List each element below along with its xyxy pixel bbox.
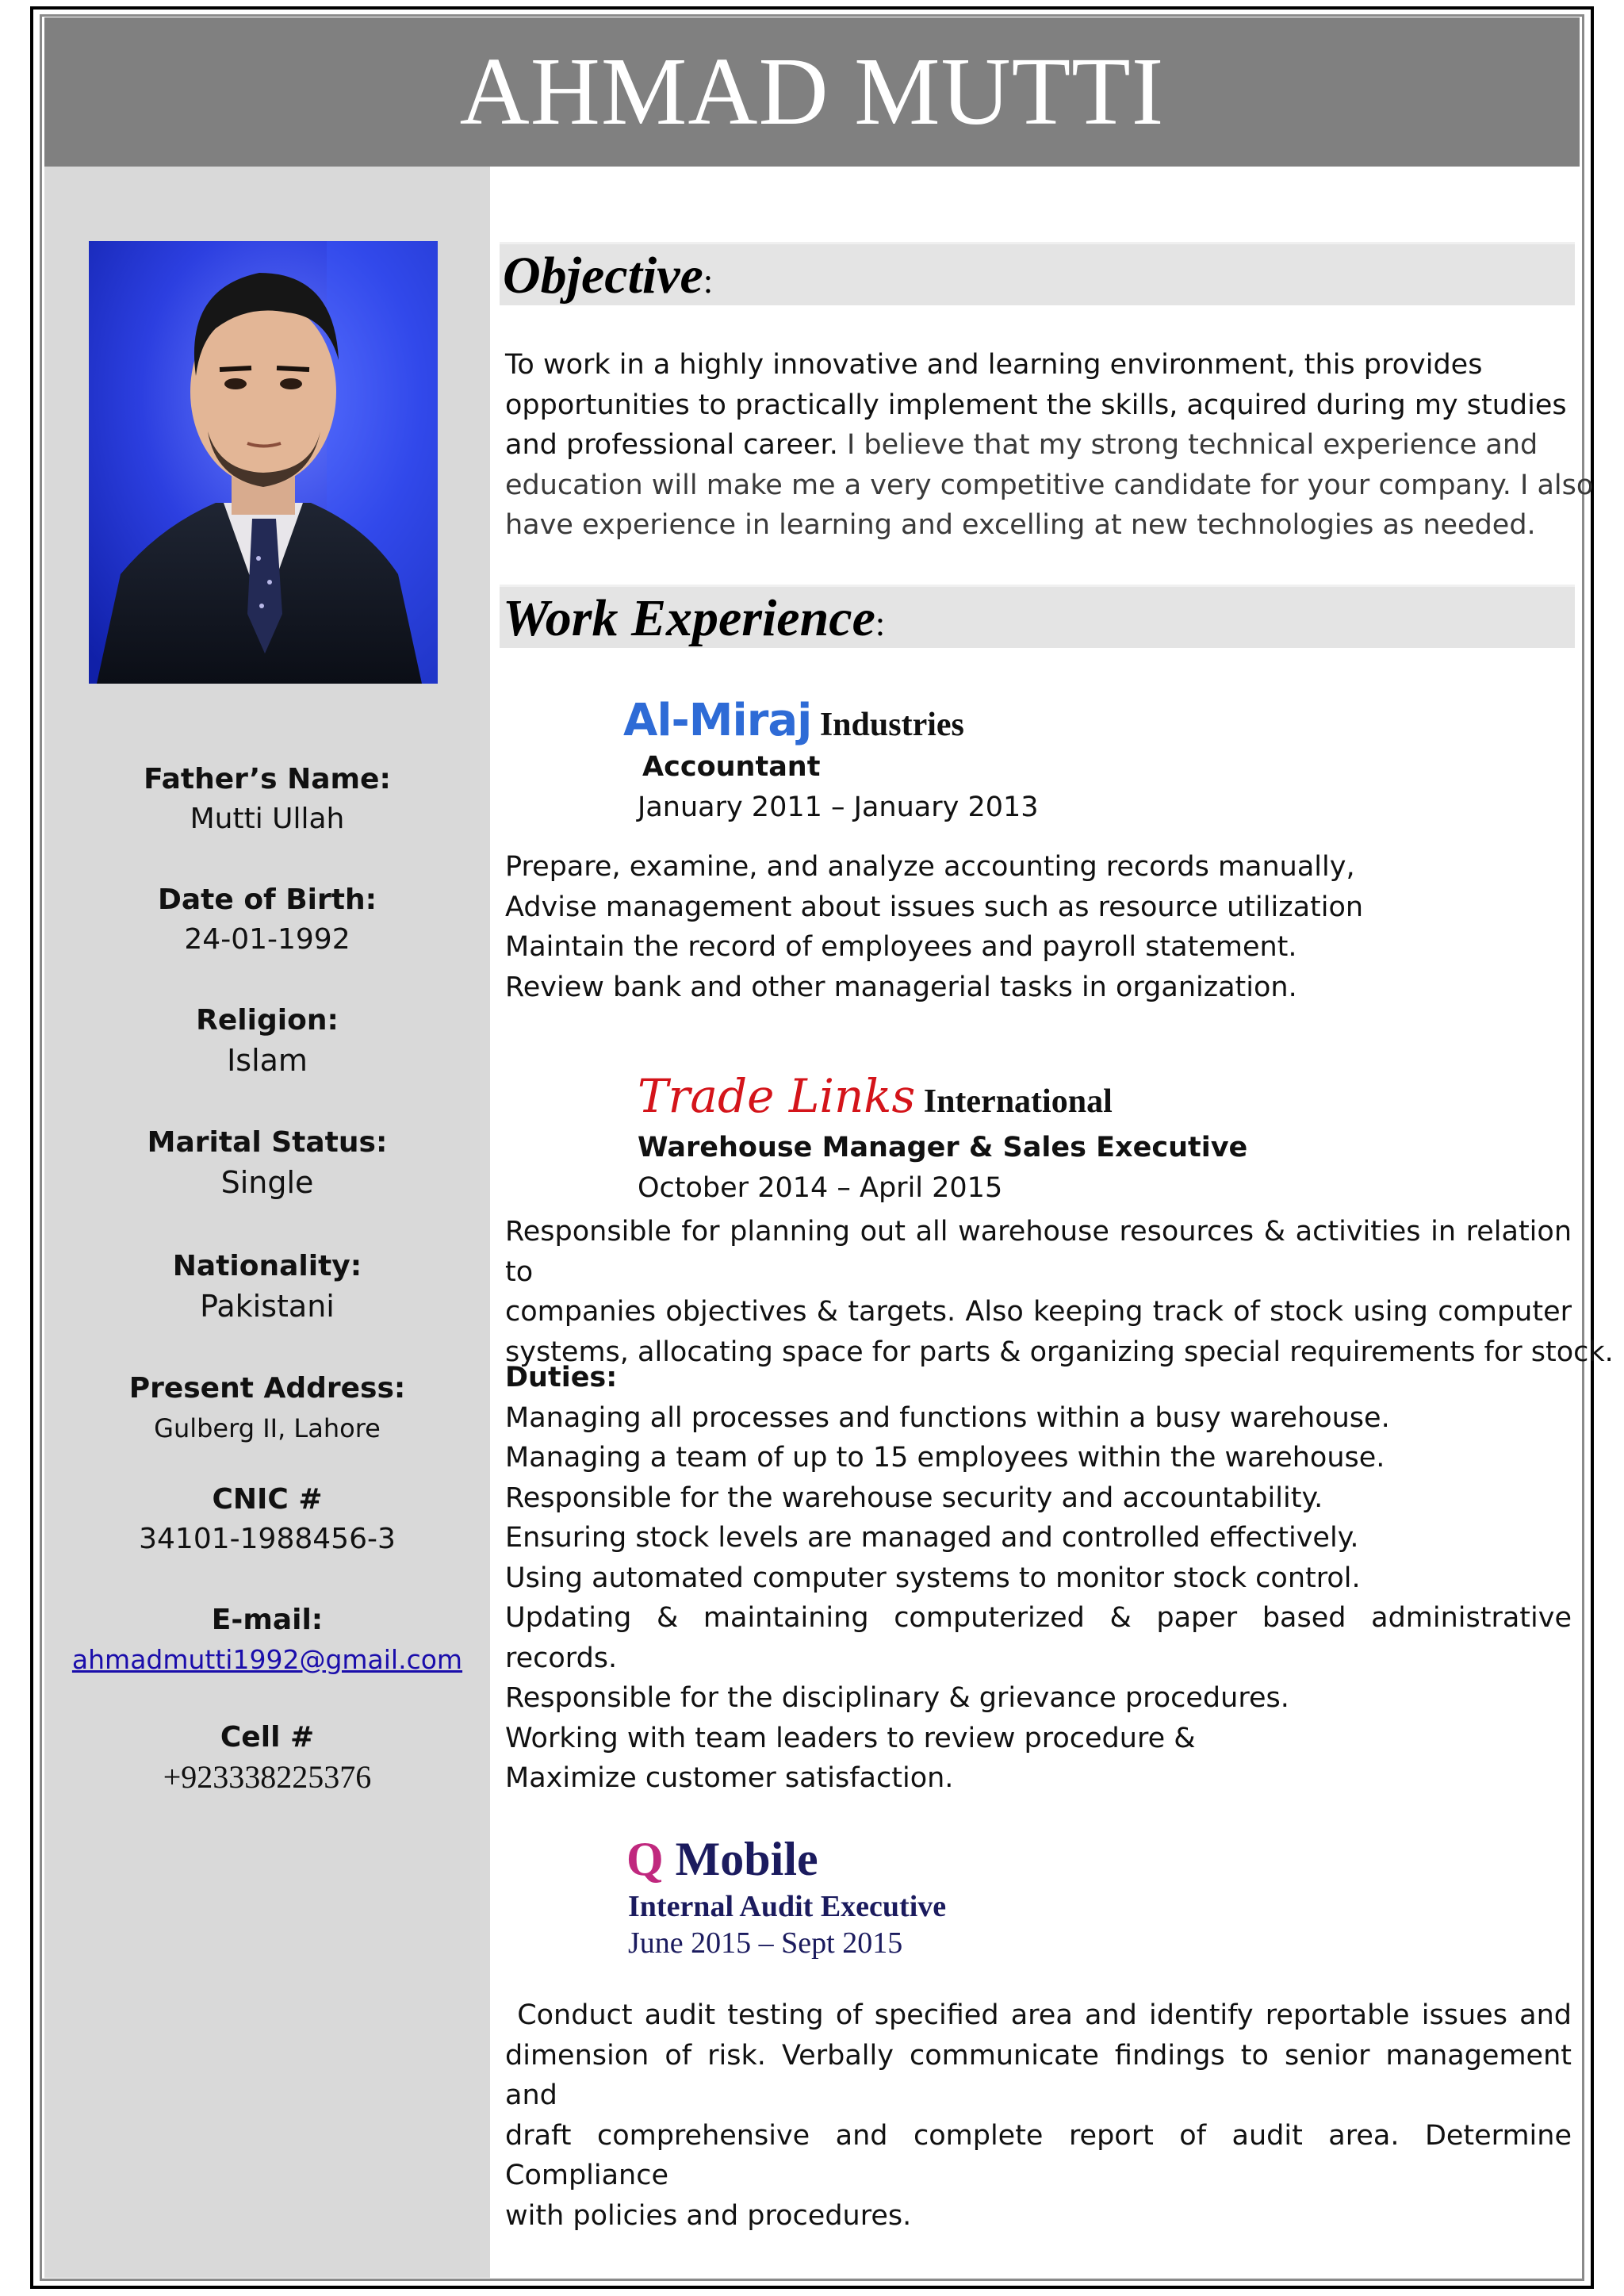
description-line: Advise management about issues such as resource utilization xyxy=(505,891,1364,923)
religion-value: Islam xyxy=(227,1043,308,1078)
duty-item: Updating & maintaining computerized & paper based administrative records. xyxy=(505,1602,1572,1674)
cnic-value: 34101-1988456-3 xyxy=(139,1523,396,1555)
company-suffix: International xyxy=(915,1083,1113,1120)
email-block xyxy=(44,1600,490,1680)
work-experience-heading-bar xyxy=(500,585,1575,648)
job-dates: October 2014 – April 2015 xyxy=(638,1172,1003,1204)
company-brand: Al-Miraj xyxy=(623,695,812,746)
job-dates: January 2011 – January 2013 xyxy=(638,792,1039,823)
objective-text xyxy=(505,345,1594,546)
candidate-name: AHMAD MUTTI xyxy=(459,38,1165,145)
email-label: E-mail: xyxy=(211,1604,324,1636)
job-description xyxy=(505,847,1572,1007)
description-line: Conduct audit testing of specified area and identify reportable issues and xyxy=(505,1999,1572,2031)
marital-value: Single xyxy=(220,1165,314,1200)
description-line: Responsible for planning out all warehouse resources & activities in relation to xyxy=(505,1216,1572,1288)
description-line: with policies and procedures. xyxy=(505,2199,912,2232)
religion-block xyxy=(44,1001,490,1080)
dob-label: Date of Birth: xyxy=(157,884,377,916)
marital-label: Marital Status: xyxy=(147,1126,388,1159)
duty-item: Managing a team of up to 15 employees within the warehouse. xyxy=(505,1442,1385,1474)
description-line: systems, allocating space for parts & organizing special requirements for stock. xyxy=(505,1336,1614,1368)
company-name-trade-links xyxy=(638,1069,1113,1123)
objective-line: I believe that my strong technical experience and xyxy=(846,429,1538,461)
cnic-block xyxy=(44,1480,490,1559)
religion-label: Religion: xyxy=(196,1004,339,1037)
duty-item: Responsible for the disciplinary & grievance procedures. xyxy=(505,1682,1289,1714)
duty-item: Maximize customer satisfaction. xyxy=(505,1762,954,1794)
description-line: draft comprehensive and complete report of audit area. Determine Compliance xyxy=(505,2119,1572,2191)
cnic-label: CNIC # xyxy=(212,1483,323,1516)
objective-line: and professional career. xyxy=(505,429,847,461)
duty-item: Working with team leaders to review procedure & xyxy=(505,1722,1196,1754)
job-title: Accountant xyxy=(642,751,821,783)
job-description xyxy=(505,1212,1614,1372)
objective-title: Objective xyxy=(503,247,703,305)
cell-block xyxy=(44,1718,490,1797)
duties-list xyxy=(505,1358,1572,1799)
duty-item: Using automated computer systems to monitor stock control. xyxy=(505,1562,1361,1594)
company-name-al-miraj xyxy=(623,695,964,746)
duties-label: Duties: xyxy=(505,1362,618,1393)
objective-heading-bar xyxy=(500,242,1575,305)
marital-block xyxy=(44,1123,490,1202)
fathers-name-block xyxy=(44,760,490,839)
description-line: Review bank and other managerial tasks in organization. xyxy=(505,971,1297,1003)
objective-line: have experience in learning and excelling at new technologies as needed. xyxy=(505,509,1536,541)
description-line: Prepare, examine, and analyze accounting records manually, xyxy=(505,851,1355,883)
company-brand: Trade Links xyxy=(638,1069,916,1123)
address-block xyxy=(44,1369,490,1448)
duty-item: Responsible for the warehouse security and accountability. xyxy=(505,1481,1323,1514)
work-experience-heading xyxy=(503,590,885,653)
company-suffix: Mobile xyxy=(663,1833,818,1885)
profile-photo xyxy=(89,241,438,684)
company-suffix: Industries xyxy=(811,707,964,743)
objective-colon: : xyxy=(703,262,714,301)
nationality-label: Nationality: xyxy=(172,1250,362,1282)
fathers-name-value: Mutti Ullah xyxy=(190,803,345,835)
fathers-name-label: Father’s Name: xyxy=(144,763,391,795)
company-name-q-mobile xyxy=(626,1832,818,1887)
description-line: Maintain the record of employees and payroll statement. xyxy=(505,931,1297,963)
name-header xyxy=(44,17,1580,167)
cell-value: +923338225376 xyxy=(163,1759,372,1795)
objective-heading xyxy=(503,247,713,310)
company-brand: Q xyxy=(626,1833,664,1885)
description-line: companies objectives & targets. Also keeping track of stock using computer xyxy=(505,1296,1572,1328)
work-experience-colon: : xyxy=(875,604,886,643)
dob-value: 24-01-1992 xyxy=(184,923,350,956)
nationality-block xyxy=(44,1247,490,1326)
cell-label: Cell # xyxy=(220,1721,315,1754)
job-title: Internal Audit Executive xyxy=(628,1890,947,1923)
objective-line: opportunities to practically implement the skills, acquired during my studies xyxy=(505,389,1567,421)
job-dates: June 2015 – Sept 2015 xyxy=(628,1926,903,1960)
job-description xyxy=(505,1995,1572,2236)
nationality-value: Pakistani xyxy=(200,1289,335,1324)
work-experience-title: Work Experience xyxy=(503,589,875,647)
address-value: Gulberg II, Lahore xyxy=(154,1413,381,1443)
duty-item: Ensuring stock levels are managed and controlled effectively. xyxy=(505,1522,1359,1554)
address-label: Present Address: xyxy=(128,1372,406,1405)
objective-line: To work in a highly innovative and learning environment, this provides xyxy=(505,349,1483,381)
duty-item: Managing all processes and functions within a busy warehouse. xyxy=(505,1401,1390,1434)
job-title: Warehouse Manager & Sales Executive xyxy=(638,1132,1248,1163)
description-line: dimension of risk. Verbally communicate findings to senior management and xyxy=(505,2039,1572,2111)
dob-block xyxy=(44,880,490,960)
objective-line: education will make me a very competitive candidate for your company. I also xyxy=(505,469,1594,501)
email-link[interactable]: ahmadmutti1992@gmail.com xyxy=(71,1644,463,1675)
